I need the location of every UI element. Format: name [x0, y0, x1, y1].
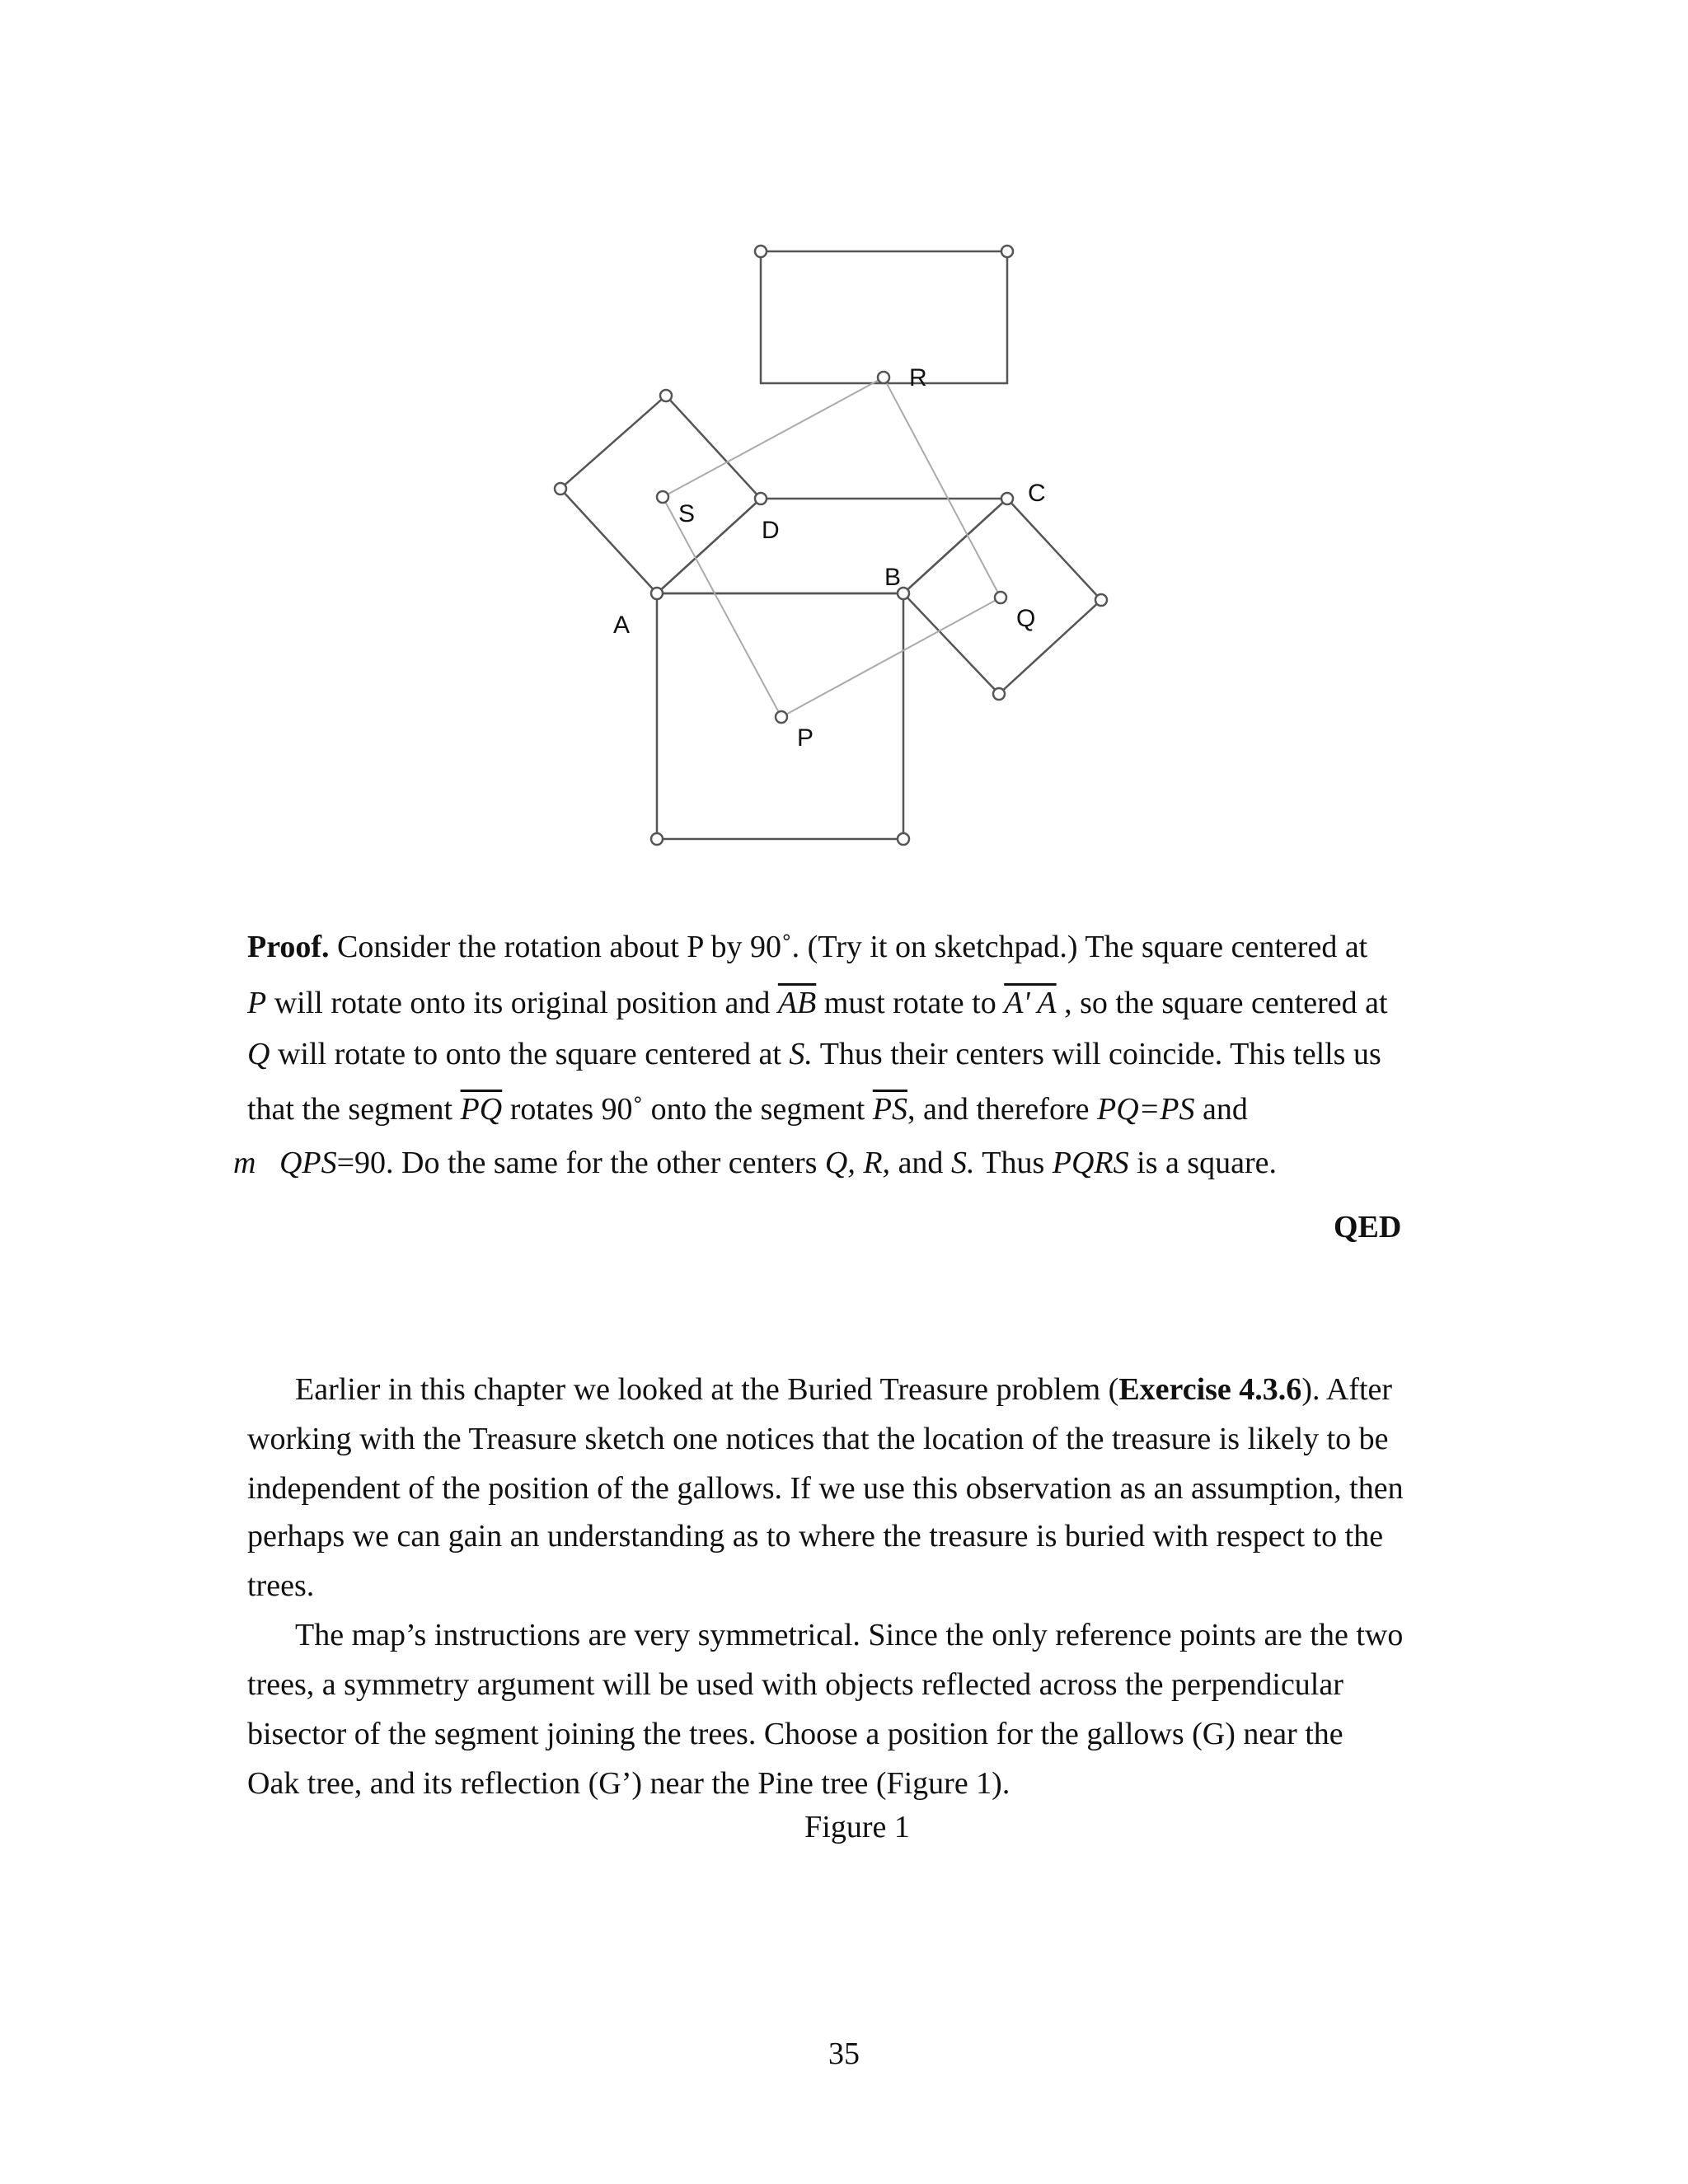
center-point-s — [657, 491, 668, 503]
paragraph2-line-3: bisector of the segment joining the trees. Choose a position for the gallows (G) near the — [247, 1717, 1343, 1751]
proof-text: must rotate to — [816, 986, 1005, 1020]
vertex-point — [898, 833, 909, 845]
proof-line-2 — [247, 987, 1388, 1019]
proof-text: will rotate to onto the square centered at — [270, 1037, 790, 1071]
label-d: D — [762, 517, 780, 544]
label-q: Q — [1016, 605, 1036, 632]
vertex-point — [651, 588, 663, 599]
page-number: 35 — [828, 2036, 860, 2071]
paragraph1-line-3: independent of the position of the gallows. If we use this observation as an assumption, then — [247, 1471, 1404, 1506]
vertex-point — [1095, 594, 1107, 606]
proof-text: Consider the rotation about P by 90˚. (Try it on sketchpad.) The square centered at — [329, 930, 1368, 964]
segment-pq: $\overline{PQ}$ — [460, 1092, 503, 1127]
proof-text: and — [1194, 1092, 1248, 1127]
proof-text: will rotate onto its original position and — [266, 986, 778, 1020]
math-var: m — [233, 1146, 256, 1180]
proof-text: Thus — [974, 1146, 1053, 1180]
proof-line-4 — [247, 1094, 1248, 1125]
paragraph2-line-2: trees, a symmetry argument will be used with objects reflected across the perpendicular — [247, 1667, 1343, 1702]
label-p: P — [797, 724, 814, 752]
label-b: B — [884, 564, 902, 591]
label-a: A — [613, 612, 631, 639]
paragraph2-line-1: The map’s instructions are very symmetrical. Since the only reference points are the two — [295, 1618, 1404, 1652]
proof-text: =90. Do the same for the other centers — [336, 1146, 825, 1180]
paragraph1-line-2: working with the Treasure sketch one notices that the location of the treasure is likely to be — [247, 1422, 1389, 1456]
vertex-point — [1001, 493, 1013, 504]
vertex-point — [1001, 246, 1013, 257]
vertex-point — [993, 688, 1005, 700]
paragraph1-line-5: trees. — [247, 1568, 315, 1603]
proof-heading: Proof. — [247, 930, 330, 964]
segment-ps: $\overline{PS}$ — [872, 1092, 907, 1127]
qed-mark: QED — [1334, 1210, 1402, 1244]
proof-text: , and therefore — [907, 1092, 1097, 1127]
math-expr: QPS — [279, 1146, 337, 1180]
label-c: C — [1028, 480, 1046, 507]
proof-text: Thus their centers will coincide. This tells us — [812, 1037, 1381, 1071]
proof-text: and — [890, 1146, 951, 1180]
paragraph1-line-4: perhaps we can gain an understanding as to where the treasure is buried with respect to the — [247, 1519, 1384, 1554]
vertex-point — [755, 493, 767, 504]
math-var: P — [247, 986, 267, 1020]
figure-caption: Figure 1 — [804, 1810, 910, 1844]
math-var: Q — [247, 1037, 270, 1071]
center-point-p — [776, 711, 787, 723]
paragraph-text: Earlier in this chapter we looked at the Buried Treasure problem ( — [295, 1372, 1119, 1407]
math-expr: PQ=PS — [1096, 1092, 1195, 1127]
proof-line-5 — [233, 1147, 1277, 1179]
paragraph2-line-4: Oak tree, and its reflection (G’) near the Pine tree (Figure 1). — [247, 1766, 1010, 1801]
proof-text: is a square. — [1128, 1146, 1278, 1180]
center-point-q — [995, 592, 1006, 603]
segment-a-prime-a: A' A — [1004, 986, 1057, 1020]
square-on-dc — [761, 251, 1007, 383]
segment-ab: $\overline{AB}$ — [777, 986, 817, 1020]
vertex-point — [755, 246, 767, 257]
square-pqrs — [663, 377, 1001, 717]
exercise-reference: Exercise 4.3.6 — [1118, 1372, 1302, 1407]
geometry-figure — [0, 0, 1688, 907]
proof-text: rotates 90˚ onto the segment — [502, 1092, 873, 1127]
vertex-point — [651, 833, 663, 845]
proof-line-1 — [247, 931, 1367, 963]
vertex-point — [555, 483, 566, 494]
math-var: S. — [950, 1146, 975, 1180]
proof-line-3 — [247, 1038, 1381, 1070]
center-point-r — [878, 372, 889, 383]
paragraph-text: ). After — [1301, 1372, 1393, 1407]
math-expr: PQRS — [1052, 1146, 1129, 1180]
label-r: R — [909, 364, 927, 391]
label-s: S — [678, 500, 696, 527]
math-var: S. — [789, 1037, 813, 1071]
math-var: Q, R, — [824, 1146, 891, 1180]
paragraph1-line-1 — [295, 1374, 1392, 1405]
proof-text: that the segment — [247, 1092, 461, 1127]
proof-text: , so the square centered at — [1056, 986, 1388, 1020]
vertex-point — [660, 390, 672, 401]
